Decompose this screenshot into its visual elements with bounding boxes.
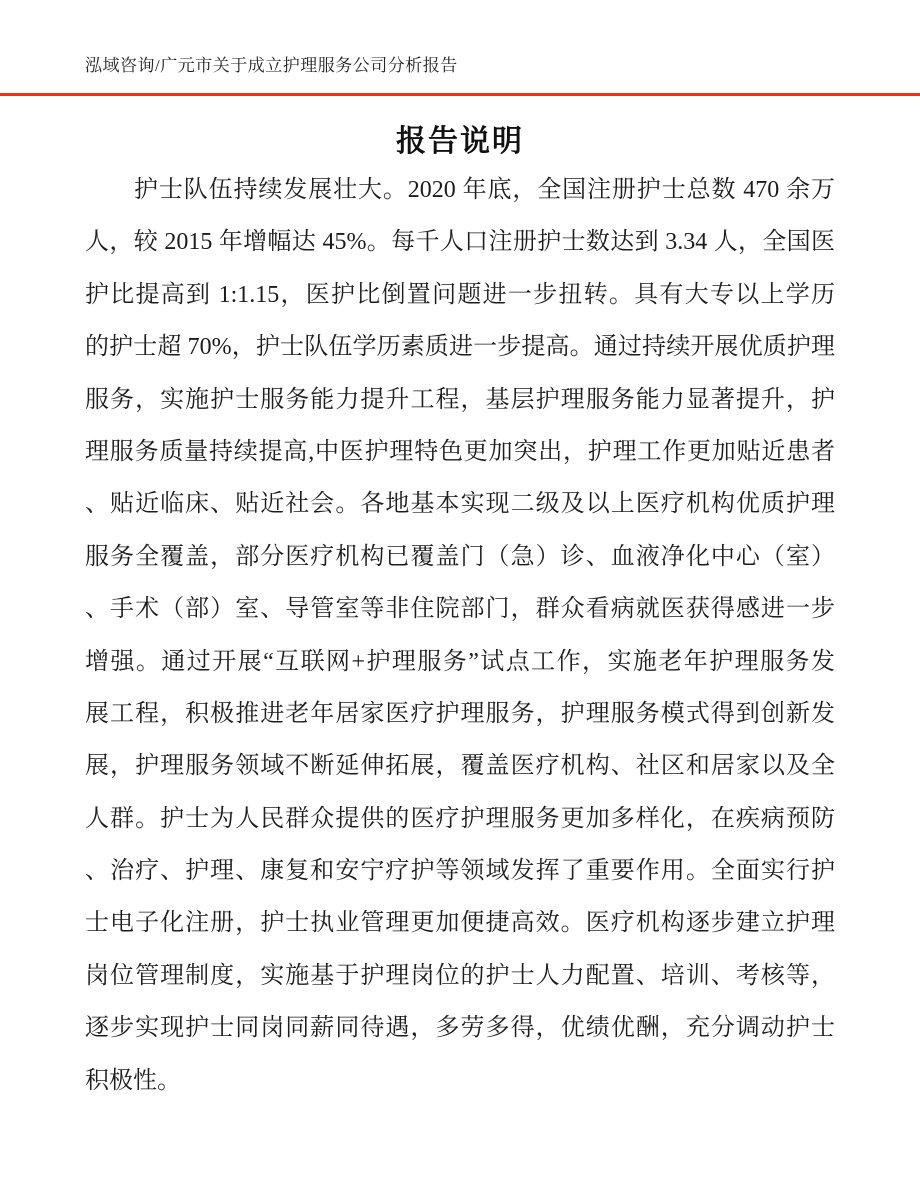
body-line: 展，护理服务领域不断延伸拓展，覆盖医疗机构、社区和居家以及全 bbox=[85, 753, 835, 780]
body-line: 、手术（部）室、导管室等非住院部门，群众看病就医获得感进一步 bbox=[85, 596, 835, 623]
body-line: 护比提高到 1:1.15，医护比倒置问题进一步扭转。具有大专以上学历 bbox=[85, 281, 835, 308]
body-line: 人群。护士为人民群众提供的医疗护理服务更加多样化，在疾病预防 bbox=[85, 805, 835, 832]
body-line: 积极性。 bbox=[85, 1067, 181, 1094]
body-line: 逐步实现护士同岗同薪同待遇，多劳多得，优绩优酬，充分调动护士 bbox=[85, 1015, 835, 1042]
body-line: 的护士超 70%，护士队伍学历素质进一步提高。通过持续开展优质护理 bbox=[85, 334, 835, 361]
page-header-text: 泓域咨询/广元市关于成立护理服务公司分析报告 bbox=[85, 56, 458, 75]
header-rule bbox=[0, 93, 920, 96]
body-line: 展工程，积极推进老年居家医疗护理服务，护理服务模式得到创新发 bbox=[85, 700, 835, 727]
body-line: 服务，实施护士服务能力提升工程，基层护理服务能力显著提升，护 bbox=[85, 386, 835, 413]
body-line: 岗位管理制度，实施基于护理岗位的护士人力配置、培训、考核等， bbox=[85, 962, 835, 989]
page-title: 报告说明 bbox=[396, 125, 524, 158]
body-line: 、治疗、护理、康复和安宁疗护等领域发挥了重要作用。全面实行护 bbox=[85, 858, 835, 885]
body-line: 护士队伍持续发展壮大。2020 年底，全国注册护士总数 470 余万 bbox=[134, 177, 835, 203]
body-line: 士电子化注册，护士执业管理更加便捷高效。医疗机构逐步建立护理 bbox=[85, 910, 835, 937]
body-line: 人，较 2015 年增幅达 45%。每千人口注册护士数达到 3.34 人，全国医 bbox=[85, 229, 835, 256]
report-body bbox=[85, 164, 835, 1107]
body-line: 、贴近临床、贴近社会。各地基本实现二级及以上医疗机构优质护理 bbox=[85, 491, 835, 518]
body-line: 理服务质量持续提高,中医护理特色更加突出，护理工作更加贴近患者 bbox=[85, 438, 835, 465]
body-line: 增强。通过开展“互联网+护理服务”试点工作，实施老年护理服务发 bbox=[85, 648, 835, 675]
body-line: 服务全覆盖，部分医疗机构已覆盖门（急）诊、血液净化中心（室） bbox=[85, 543, 835, 570]
